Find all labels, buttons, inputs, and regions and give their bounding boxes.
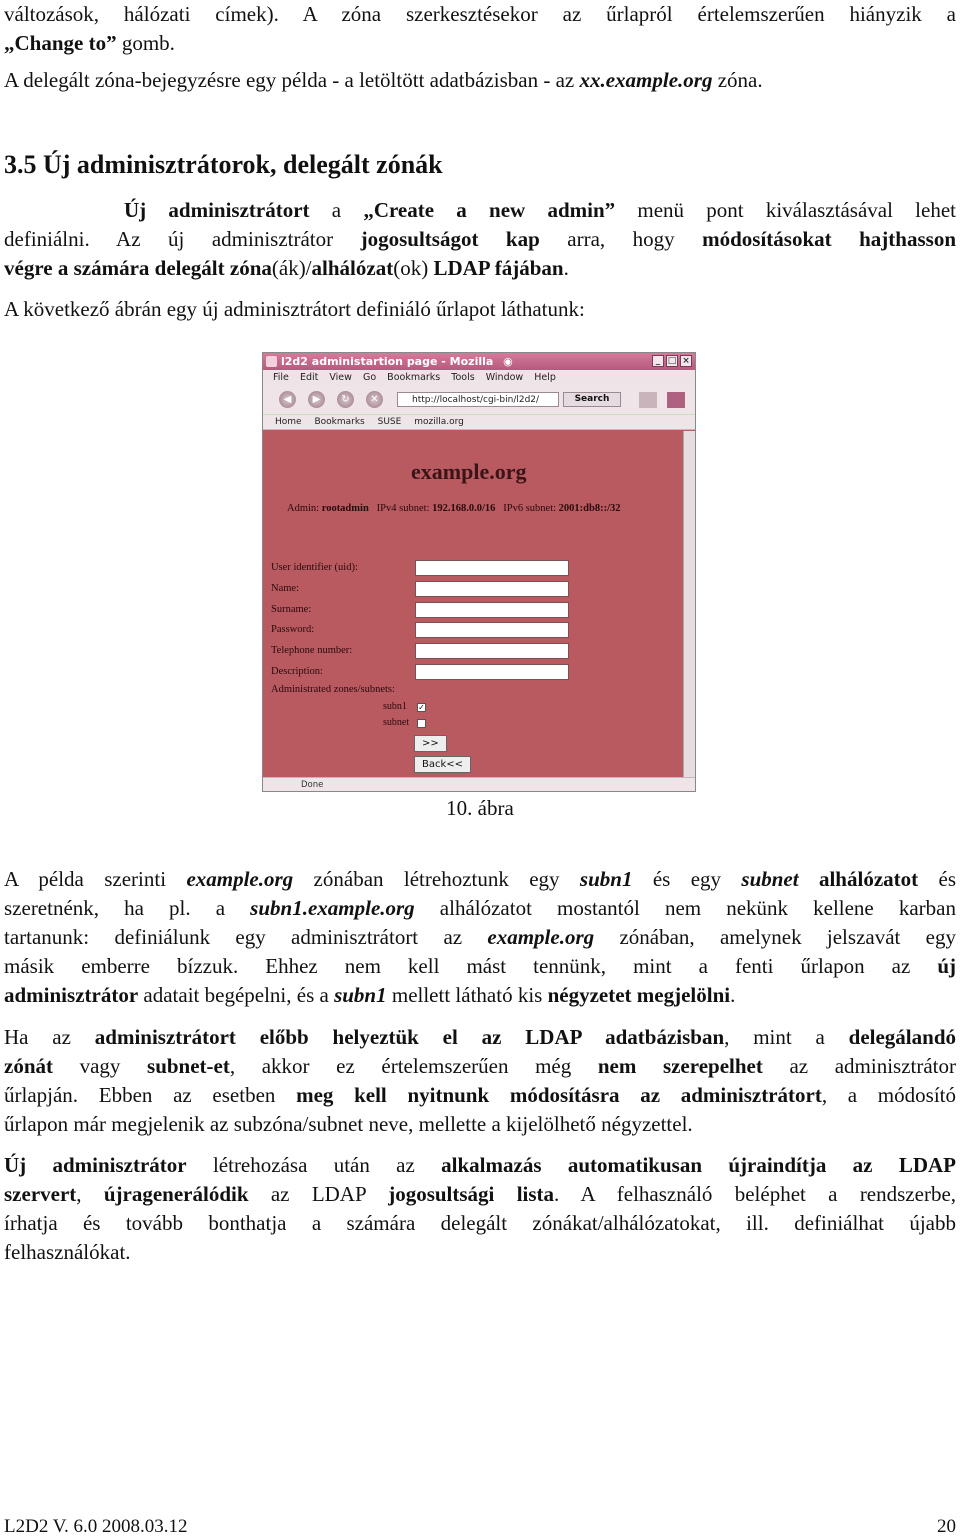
password-input[interactable] — [415, 622, 569, 638]
window-title: l2d2 administartion page - Mozilla — [281, 355, 494, 368]
search-button[interactable]: Search — [563, 392, 621, 407]
menu-bookmarks[interactable]: Bookmarks — [387, 372, 441, 383]
description-label: Description: — [271, 666, 323, 677]
menu-view[interactable]: View — [329, 372, 352, 383]
paragraph-restart: Új adminisztrátor létrehozása után az alkalmazás automatikusan újraindítja az LDAP szervert, újragenerálódik az LDAP jogosultsági lista. A felhasználó beléphet a rendszerbe, írhatja és tovább bonthatja a számára delegált zónákat/alhálózatokat, ill. definiálhat újabb felhasználókat. — [4, 1153, 957, 1264]
back-button[interactable]: Back<< — [414, 756, 471, 773]
maximize-icon[interactable]: □ — [667, 356, 677, 366]
telephone-label: Telephone number: — [271, 645, 353, 656]
menu-tools[interactable]: Tools — [451, 372, 475, 383]
site-title: example.org — [411, 459, 527, 484]
name-input[interactable] — [415, 581, 569, 597]
forward-icon[interactable]: ▶ — [308, 391, 325, 408]
surname-input[interactable] — [415, 602, 569, 618]
stop-icon[interactable]: ✕ — [366, 391, 383, 408]
zones-label: Administrated zones/subnets: — [271, 684, 395, 695]
back-icon[interactable]: ◀ — [279, 391, 296, 408]
telephone-input[interactable] — [415, 643, 569, 659]
menu-file[interactable]: File — [273, 372, 289, 383]
figure-intro: A következő ábrán egy új adminisztrátort definiáló űrlapot láthatunk: — [4, 297, 585, 321]
figure-caption: 10. ábra — [446, 796, 514, 820]
browser-screenshot-figure — [262, 352, 696, 792]
surname-label: Surname: — [271, 604, 312, 615]
spinner-icon: ◉ — [503, 355, 513, 368]
bookmark-mozilla[interactable]: mozilla.org — [414, 417, 464, 427]
text-line: „Change to” gomb. — [4, 31, 175, 55]
window-controls — [652, 355, 692, 367]
mozilla-icon — [266, 356, 277, 367]
footer-version: L2D2 V. 6.0 2008.03.12 — [4, 1516, 188, 1537]
zone-subn1-checkbox[interactable]: ✓ — [418, 703, 425, 712]
close-icon[interactable]: × — [680, 355, 692, 367]
example-zone-line: A delegált zóna-bejegyzésre egy példa - a letöltött adatbázisban - az xx.example.org zóna. — [4, 68, 763, 92]
next-button[interactable]: >> — [414, 735, 447, 752]
uid-label: User identifier (uid): — [271, 562, 358, 573]
top-paragraph — [4, 0, 956, 58]
page-number: 20 — [937, 1516, 956, 1537]
section-heading: 3.5 Új adminisztrátorok, delegált zónák — [4, 150, 443, 179]
menu-edit[interactable]: Edit — [299, 372, 319, 383]
bookmark-bookmarks[interactable]: Bookmarks — [314, 417, 365, 427]
admin-info: Admin: rootadmin IPv4 subnet: 192.168.0.0/16 IPv6 subnet: 2001:db8::/32 — [287, 503, 621, 514]
bookmark-suse[interactable]: SUSE — [377, 417, 402, 427]
uid-input[interactable] — [415, 560, 569, 576]
bookmarks-toolbar — [263, 415, 695, 430]
zone-subnet-label: subnet — [383, 717, 410, 728]
description-input[interactable] — [415, 664, 569, 680]
minimize-icon[interactable]: _ — [652, 355, 664, 367]
password-label: Password: — [271, 624, 315, 635]
zone-subn1-label: subn1 — [383, 701, 407, 712]
paragraph-example: A példa szerinti example.org zónában létrehoztunk egy subn1 és egy subnet alhálózatot és szeretnénk, ha pl. a subn1.example.org alhálózatot mostantól nem nekünk kellene karban tartanunk: definiálunk egy adminisztrátort az example.org zónában, amelynek jelszavát egy másik emberre bízzuk. Ehhez nem kell mást tennünk, mint a fenti űrlapon az új adminisztrátor adatait begépelni, és a subn1 mellett látható kis négyzetet megjelölni. — [4, 867, 957, 1007]
menu-help[interactable]: Help — [534, 372, 556, 383]
menu-window[interactable]: Window — [485, 372, 524, 383]
menu-go[interactable]: Go — [362, 372, 377, 383]
status-text: Done — [301, 780, 324, 790]
name-label: Name: — [271, 583, 299, 594]
menu-bar — [263, 370, 695, 386]
reload-icon[interactable]: ↻ — [337, 391, 354, 408]
zone-subnet-checkbox[interactable] — [417, 719, 426, 728]
url-field[interactable]: http://localhost/cgi-bin/l2d2/ — [397, 392, 559, 407]
status-bar — [263, 777, 695, 791]
text-line: változások, hálózati címek). A zóna szerkesztésekor az űrlapról értelemszerűen hiányzik a — [4, 2, 956, 26]
mozilla-logo — [667, 392, 685, 408]
bookmark-home[interactable]: Home — [275, 417, 302, 427]
navigation-toolbar — [263, 386, 695, 415]
page-content — [263, 431, 685, 779]
scrollbar[interactable] — [683, 431, 695, 779]
paragraph-ldap-order: Ha az adminisztrátort előbb helyeztük el az LDAP adatbázisban, mint a delegálandó zónát vagy subnet-et, akkor ez értelemszerűen még nem szerepelhet az adminisztrátor űrlapján. Ebben az esetben meg kell nyitnunk módosításra az adminisztrátort, a módosító űrlapon már megjelenik az subzóna/subnet neve, mellette a kijelölhető négyzettel. — [4, 1025, 957, 1136]
print-icon[interactable] — [639, 392, 657, 408]
intro-paragraph: Új adminisztrátort a „Create a new admin” menü pont kiválasztásával lehet definiálni. Az új adminisztrátor jogosultságot kap arra, hogy módosításokat hajthasson végre a számára delegált zóna(ák)/alhálózat(ok) LDAP fájában. — [4, 198, 956, 280]
window-titlebar — [263, 353, 695, 370]
